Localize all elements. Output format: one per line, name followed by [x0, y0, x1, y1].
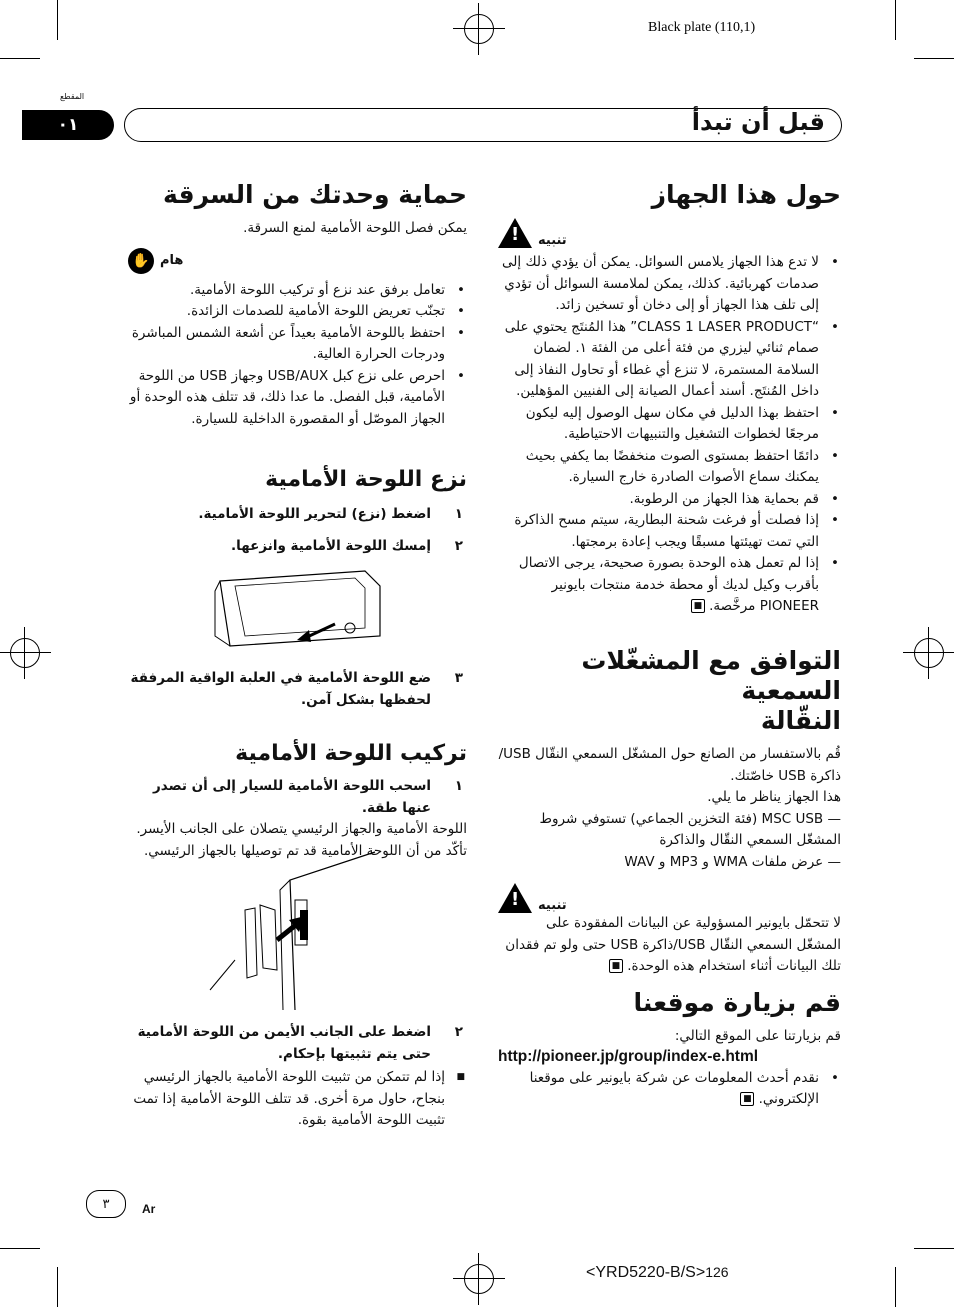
- attach-note-text: إذا لم تتمكن من تثبيت اللوحة الأمامية بالجهاز الرئيسي بنجاح، حاول مرة أخرى. قد تتلف اللوحة الأمامية إذا تمت تثبيت اللوحة الأمامية بقوة.: [133, 1069, 445, 1128]
- compat-line: ذاكرة USB خاصّتك.: [730, 767, 841, 784]
- plate-label: Black plate (110,1): [648, 20, 756, 35]
- right-column: [498, 180, 841, 618]
- crop-mark: [0, 58, 40, 59]
- visit-text: قم بزيارتنا على الموقع التالي:: [674, 1028, 841, 1044]
- header-bar: [124, 108, 842, 142]
- front-panel-illustration: [205, 566, 385, 656]
- header-title: قبل أن تبدأ: [691, 108, 825, 136]
- hand-icon: ✋: [128, 248, 154, 274]
- page-number: ٣: [86, 1190, 126, 1218]
- compat-title-line2: النقّالة: [760, 706, 841, 735]
- section-label: المقطع: [60, 92, 85, 101]
- attach-step1-body: اللوحة الأمامية والجهاز الرئيسي يتصلان على الجانب الأيسر. تأكّد من أن اللوحة الأمامية قد تم توصيلها بالجهاز الرئيسي.: [136, 821, 467, 859]
- visit-section: [498, 988, 841, 1111]
- attach-steps-cont: [128, 1022, 467, 1065]
- square-bullet-icon: ■: [456, 1072, 465, 1082]
- end-mark-icon: ■: [609, 959, 623, 973]
- list-item: • احرص على نزع كبل USB/AUX وجهاز USB من اللوحة الأمامية، قبل الفصل. ما عدا ذلك، قد تتلف هذه الوحدة أو الجهاز الموصّل أو المقصورة الداخلية للسيارة.: [128, 366, 467, 431]
- list-item: • “CLASS 1 LASER PRODUCT” هذا المُنتَج يحتوي على صمام ثنائي ليزري من فئة أعلى من الفئة ١. لضمان السلامة المستمرة، لا تنزع أي غطاء أو تحاول النفاذ إلى داخل المُنتَج. أسند أعمال الصيانة إلى الفنيين المؤهلين.: [498, 317, 841, 403]
- registration-mark: [464, 1264, 494, 1294]
- warning-icon: [498, 218, 532, 248]
- attach-section: [128, 740, 467, 862]
- crop-mark: [895, 1267, 896, 1307]
- attach-illustration: [205, 850, 380, 1015]
- note-label: تنبيه: [538, 898, 567, 913]
- crop-mark: [914, 58, 954, 59]
- step-text: ضع اللوحة الأمامية في العلبة الواقية المرفقة لحفظها بشكل آمن.: [130, 670, 431, 708]
- important-label: هام: [160, 253, 184, 268]
- crop-mark: [914, 1248, 954, 1249]
- compat-line: — MSC USB (فئة التخزين الجماعي) تستوفي شروط: [539, 810, 841, 827]
- important-list: [128, 280, 467, 431]
- list-item: • قم بحماية هذا الجهاز من الرطوبة.: [498, 489, 841, 511]
- step-item: ٢ اضغط على الجانب الأيمن من اللوحة الأمامية حتى يتم تثبيتها بإحكام.: [137, 1024, 463, 1062]
- attach-note: [128, 1067, 467, 1132]
- step-item: ١ اضغط (نزع) لتحرير اللوحة الأمامية.: [198, 506, 463, 522]
- list-item-text: إذا لم تعمل هذه الوحدة بصورة صحيحة، يرجى الاتصال بأقرب وكيل لديك أو محطة خدمة منتجات بايونير PIONEER مرخَّصة.: [518, 555, 819, 614]
- end-mark-icon: ■: [691, 599, 705, 613]
- model-code: [586, 1264, 729, 1282]
- registration-mark: [914, 638, 944, 668]
- step-item: ١ اسحب اللوحة الأمامية للسيار إلى أن تصدر عنها طقة.: [153, 778, 463, 816]
- remove-section: [128, 466, 467, 567]
- list-item: • تجنّب تعريض اللوحة الأمامية للصدمات الزائدة.: [128, 301, 467, 323]
- list-item: [498, 553, 841, 618]
- list-item: • احتفظ باللوحة الأمامية بعيداً عن أشعة الشمس المباشرة ودرجات الحرارة العالية.: [128, 323, 467, 366]
- model-name: <YRD5220-B/S>: [586, 1264, 706, 1281]
- compat-line: — عرض ملفات WMA و MP3 و WAV: [624, 853, 841, 870]
- left-column: [128, 180, 467, 430]
- about-title: حول هذا الجهاز: [651, 180, 841, 209]
- step-text: اضغط على الجانب الأيمن من اللوحة الأمامية حتى يتم تثبيتها بإحكام.: [137, 1024, 431, 1062]
- compat-line: هذا الجهاز يناظر ما يلي.: [707, 789, 841, 805]
- website-link[interactable]: http://pioneer.jp/group/index-e.html: [498, 1047, 759, 1065]
- list-item: • احتفظ بهذا الدليل في مكان سهل الوصول إليه ليكون مرجعًا لخطوات التشغيل والتنبيهات الاحتياطية.: [498, 403, 841, 446]
- compat-text: [498, 744, 841, 873]
- crop-mark: [895, 0, 896, 40]
- list-item: • دائمًا احتفظ بمستوى الصوت منخفضًا بما يكفي بحيث يمكنك سماع الأصوات الصادرة خارج السيارة.: [498, 446, 841, 489]
- step-item: ٣ ضع اللوحة الأمامية في العلبة الواقية المرفقة لحفظها بشكل آمن.: [130, 670, 463, 708]
- compat-line: قُم بالاستفسار من الصانع حول المشغّل السمعي النقّال USB/: [498, 746, 841, 762]
- step-item: ٢ إمسك اللوحة الأمامية وانزعها.: [231, 537, 463, 554]
- section-number-tab: ٠١: [22, 110, 114, 140]
- caution-label: تنبيه: [538, 233, 567, 248]
- about-list: [498, 252, 841, 618]
- protect-intro: يمكن فصل اللوحة الأمامية لمنع السرقة.: [243, 220, 467, 236]
- crop-mark: [57, 0, 58, 40]
- crop-mark: [0, 1248, 40, 1249]
- note-text: لا تتحمّل بايونير المسؤولية عن البيانات المفقودة على المشغّل السمعي النقّال USB/ذاكرة USB حتى ولو تم فقدان تلك البيانات أثناء استخدام هذه الوحدة.: [505, 915, 841, 974]
- crop-mark: [57, 1267, 58, 1307]
- step-text: اسحب اللوحة الأمامية للسيار إلى أن تصدر عنها طقة.: [153, 778, 431, 816]
- protect-title: حماية وحدتك من السرقة: [163, 180, 467, 209]
- note-header: [498, 883, 841, 913]
- caution-header: [498, 218, 841, 248]
- step-text: اضغط (نزع) لتحرير اللوحة الأمامية.: [198, 506, 431, 522]
- registration-mark: [464, 14, 494, 44]
- compat-line: المشغّل السمعي النقّال والذاكرة: [659, 832, 841, 848]
- warning-icon: [498, 883, 532, 913]
- list-item-text: نقدم أحدث المعلومات عن شركة بايونير على موقعنا الإلكتروني.: [529, 1069, 819, 1107]
- end-mark-icon: ■: [740, 1092, 754, 1106]
- list-item: • إذا فصلت أو فرغت شحنة البطارية، سيتم مسح الذاكرة التي تمت تهيئتها مسبقًا ويجب إعادة برمجتها.: [498, 510, 841, 553]
- attach-title: تركيب اللوحة الأمامية: [235, 741, 467, 766]
- list-item: • لا تدع هذا الجهاز يلامس السوائل. يمكن أن يؤدي ذلك إلى صدمات كهربائية. كذلك، يمكن لملامسة السوائل أن تؤدي إلى تلف هذا الجهاز أو إلى دخان أو تسخين زائد.: [498, 252, 841, 317]
- visit-title: قم بزيارة موقعنا: [633, 988, 841, 1017]
- remove-steps-cont: [128, 668, 467, 711]
- step-text: إمسك اللوحة الأمامية وانزعها.: [231, 537, 431, 554]
- remove-steps: [128, 504, 467, 557]
- compat-section: [498, 646, 841, 978]
- visit-list: [498, 1068, 841, 1111]
- language-code: Ar: [142, 1202, 156, 1216]
- registration-mark: [10, 638, 40, 668]
- list-item: • تعامل برفق عند نزع أو تركيب اللوحة الأمامية.: [128, 280, 467, 302]
- page-code: 126: [705, 1264, 729, 1280]
- compat-title: التوافق مع المشغّلات السمعية: [581, 646, 841, 705]
- attach-step2-block: [128, 1022, 467, 1132]
- list-item: [498, 1068, 841, 1111]
- note-paragraph: [498, 913, 841, 978]
- remove-step3-block: [128, 668, 467, 721]
- important-header: [128, 248, 467, 274]
- attach-steps: [128, 776, 467, 819]
- remove-title: نزع اللوحة الأمامية: [265, 467, 467, 492]
